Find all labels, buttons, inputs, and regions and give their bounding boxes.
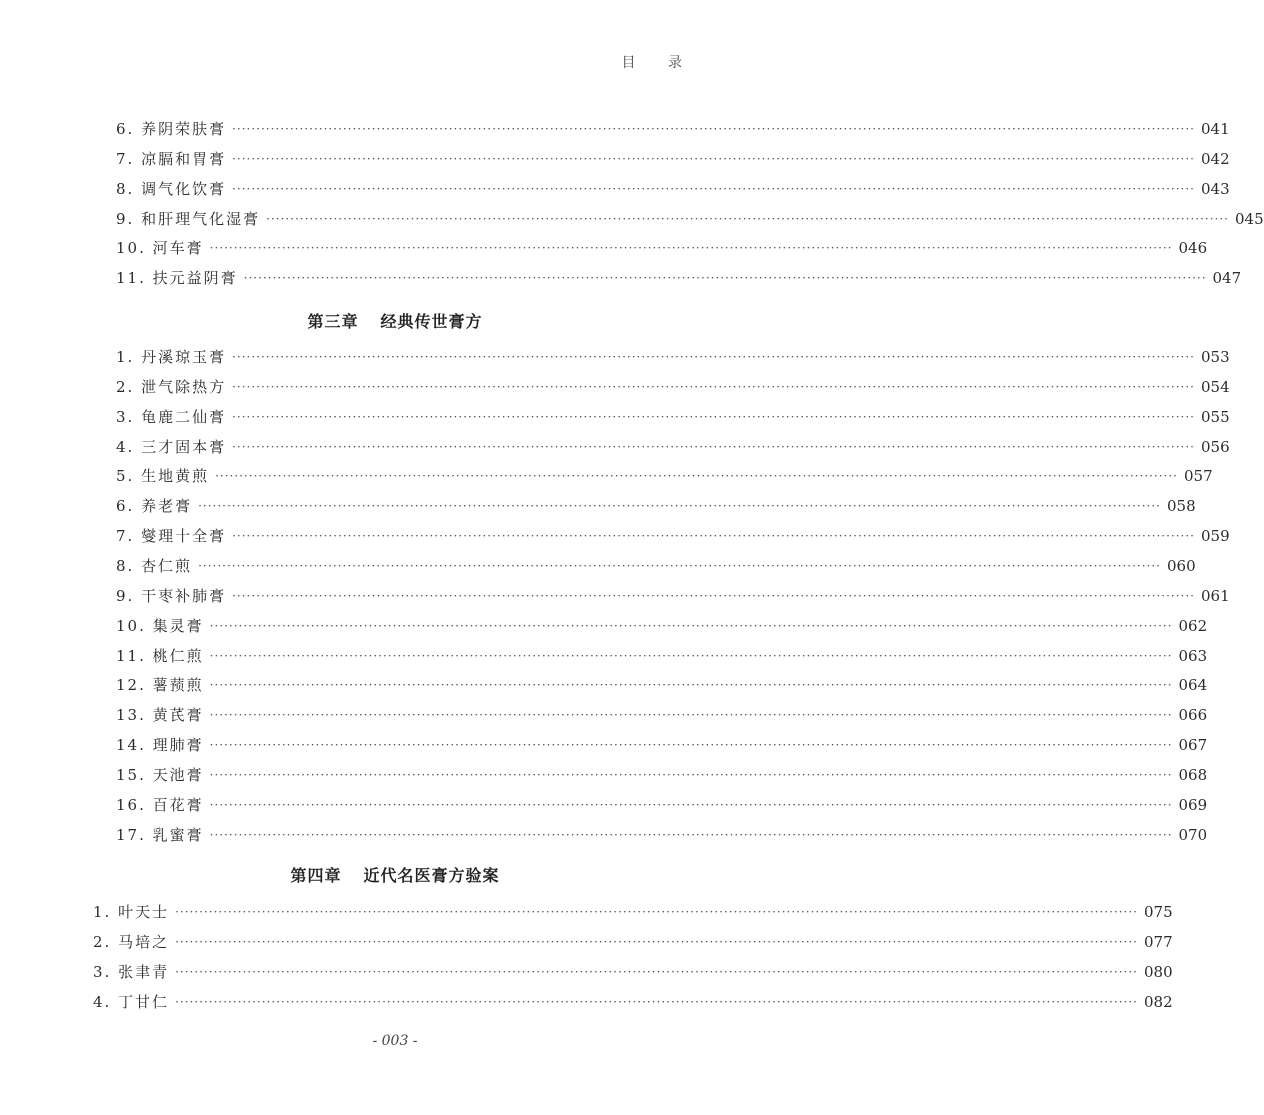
toc-entry-title: 1. 叶天士 (93, 903, 170, 921)
toc-entry-title: 16. 百花膏 (116, 795, 204, 814)
toc-entry-title: 3. 龟鹿二仙膏 (116, 407, 227, 426)
dot-leader: ········································································································································································································ (232, 439, 1195, 454)
toc-entry[interactable] (116, 555, 1196, 577)
chapter-4-heading (0, 863, 790, 886)
toc-entry[interactable] (116, 118, 1230, 140)
toc-entry-page-number: 060 (1166, 556, 1196, 575)
toc-entry-title: 10. 集灵膏 (116, 616, 204, 635)
toc-entry[interactable] (116, 267, 1242, 289)
toc-entry-page-number: 043 (1200, 179, 1230, 198)
toc-entry[interactable] (93, 961, 1173, 983)
chapter-title: 经典传世膏方 (380, 312, 483, 331)
toc-entry[interactable] (116, 148, 1230, 170)
toc-entry-title: 3. 张聿青 (93, 962, 170, 981)
dot-leader: ········································································································································································································ (232, 181, 1195, 196)
toc-entry-page-number: 070 (1178, 825, 1208, 844)
toc-entry-page-number: 054 (1200, 377, 1230, 396)
toc-entry-page-number: 061 (1200, 586, 1230, 605)
dot-leader: ········································································································································································································ (209, 738, 1173, 753)
toc-entry-page-number: 058 (1166, 497, 1196, 516)
toc-entry-title: 2. 马培之 (93, 932, 170, 951)
toc-entry[interactable] (116, 585, 1230, 607)
toc-entry[interactable] (116, 495, 1196, 517)
toc-entry-title: 14. 理肺膏 (116, 736, 204, 755)
dot-leader: ········································································································································································································ (266, 211, 1229, 226)
toc-entry-page-number: 077 (1143, 932, 1173, 951)
toc-entry[interactable] (116, 346, 1230, 368)
page-number: - 003 - (372, 1033, 418, 1049)
toc-entry-title: 2. 泄气除热方 (116, 377, 227, 396)
toc-entry[interactable] (116, 525, 1230, 547)
dot-leader: ········································································································································································································ (198, 499, 1161, 514)
toc-entry-title: 1. 丹溪琼玉膏 (116, 348, 227, 366)
toc-entry-page-number: 064 (1178, 676, 1208, 695)
chapter-number: 第三章 (307, 312, 359, 331)
toc-entry-page-number: 047 (1212, 269, 1242, 288)
dot-leader: ········································································································································································································ (209, 618, 1173, 633)
toc-entry-title: 4. 丁甘仁 (93, 992, 170, 1011)
toc-entry-title: 12. 薯蓣煎 (116, 676, 204, 695)
toc-entry-page-number: 056 (1200, 437, 1230, 456)
chapter-3-heading (0, 309, 790, 332)
dot-leader: ········································································································································································································ (232, 379, 1195, 394)
dot-leader: ········································································································································································································ (243, 271, 1207, 286)
dot-leader: ········································································································································································································ (209, 767, 1173, 782)
toc-entry-page-number: 045 (1234, 209, 1264, 228)
toc-entry[interactable] (93, 991, 1173, 1013)
toc-entry[interactable] (116, 734, 1208, 756)
toc-entry-page-number: 055 (1200, 407, 1230, 426)
toc-entry[interactable] (116, 406, 1230, 428)
dot-leader: ········································································································································································································ (232, 151, 1195, 166)
dot-leader: ········································································································································································································ (209, 678, 1173, 693)
toc-entry-title: 9. 和肝理气化湿膏 (116, 209, 261, 228)
toc-entry[interactable] (116, 615, 1208, 637)
toc-entry-title: 9. 干枣补肺膏 (116, 586, 227, 605)
dot-leader: ········································································································································································································ (232, 409, 1195, 424)
dot-leader: ········································································································································································································ (198, 558, 1161, 573)
toc-entry[interactable] (116, 237, 1208, 259)
dot-leader: ········································································································································································································ (209, 241, 1173, 256)
toc-entry[interactable] (116, 376, 1230, 398)
toc-entry[interactable] (116, 208, 1264, 230)
toc-entry-page-number: 057 (1183, 467, 1213, 486)
chapter-number: 第四章 (290, 866, 342, 885)
toc-entry-page-number: 080 (1143, 962, 1173, 981)
toc-entry[interactable] (116, 704, 1208, 726)
toc-entry[interactable] (116, 764, 1208, 786)
toc-entry[interactable] (116, 178, 1230, 200)
toc-entry-title: 15. 天池膏 (116, 765, 204, 784)
toc-entry-page-number: 067 (1178, 736, 1208, 755)
dot-leader: ········································································································································································································ (175, 964, 1138, 979)
toc-entry[interactable] (116, 794, 1208, 816)
toc-entry-title: 11. 扶元益阴膏 (116, 269, 238, 288)
dot-leader: ········································································································································································································ (215, 469, 1178, 484)
toc-entry-title: 11. 桃仁煎 (116, 646, 204, 665)
toc-entry-title: 7. 凉膈和胃膏 (116, 149, 227, 168)
toc-entry-page-number: 066 (1178, 706, 1208, 725)
toc-entry[interactable] (116, 645, 1208, 667)
toc-entry-title: 10. 河车膏 (116, 239, 204, 258)
toc-entry-page-number: 053 (1200, 348, 1230, 366)
dot-leader: ········································································································································································································ (232, 350, 1195, 364)
dot-leader: ········································································································································································································ (175, 934, 1138, 949)
toc-entry-page-number: 082 (1143, 992, 1173, 1011)
toc-entry-title: 13. 黄芪膏 (116, 706, 204, 725)
toc-entry-page-number: 059 (1200, 527, 1230, 546)
toc-entry-title: 17. 乳蜜膏 (116, 825, 204, 844)
toc-entry[interactable] (93, 901, 1173, 923)
toc-entry-page-number: 063 (1178, 646, 1208, 665)
toc-entry[interactable] (116, 674, 1208, 696)
toc-entry[interactable] (116, 465, 1213, 487)
toc-entry-page-number: 042 (1200, 149, 1230, 168)
toc-entry-title: 7. 燮理十全膏 (116, 527, 227, 546)
dot-leader: ········································································································································································································ (232, 588, 1195, 603)
dot-leader: ········································································································································································································ (209, 648, 1173, 663)
toc-entry-page-number: 075 (1143, 903, 1173, 921)
toc-entry-title: 6. 养阴荣肤膏 (116, 120, 227, 138)
chapter-title: 近代名医膏方验案 (363, 866, 500, 885)
running-header: 目 录 (621, 55, 696, 71)
dot-leader: ········································································································································································································ (209, 797, 1173, 812)
dot-leader: ········································································································································································································ (175, 905, 1138, 919)
toc-entry-title: 6. 养老膏 (116, 497, 193, 516)
dot-leader: ········································································································································································································ (209, 827, 1173, 842)
toc-entry[interactable] (116, 824, 1208, 846)
dot-leader: ········································································································································································································ (232, 529, 1195, 544)
toc-entry-title: 4. 三才固本膏 (116, 437, 227, 456)
toc-entry-title: 5. 生地黄煎 (116, 467, 210, 486)
toc-entry[interactable] (116, 436, 1230, 458)
toc-entry-page-number: 069 (1178, 795, 1208, 814)
dot-leader: ········································································································································································································ (232, 122, 1195, 136)
toc-entry[interactable] (93, 931, 1173, 953)
toc-entry-page-number: 068 (1178, 765, 1208, 784)
toc-entry-page-number: 041 (1200, 120, 1230, 138)
dot-leader: ········································································································································································································ (209, 708, 1173, 723)
toc-entry-title: 8. 调气化饮膏 (116, 179, 227, 198)
toc-entry-page-number: 046 (1178, 239, 1208, 258)
toc-entry-title: 8. 杏仁煎 (116, 556, 193, 575)
toc-entry-page-number: 062 (1178, 616, 1208, 635)
dot-leader: ········································································································································································································ (175, 994, 1138, 1009)
